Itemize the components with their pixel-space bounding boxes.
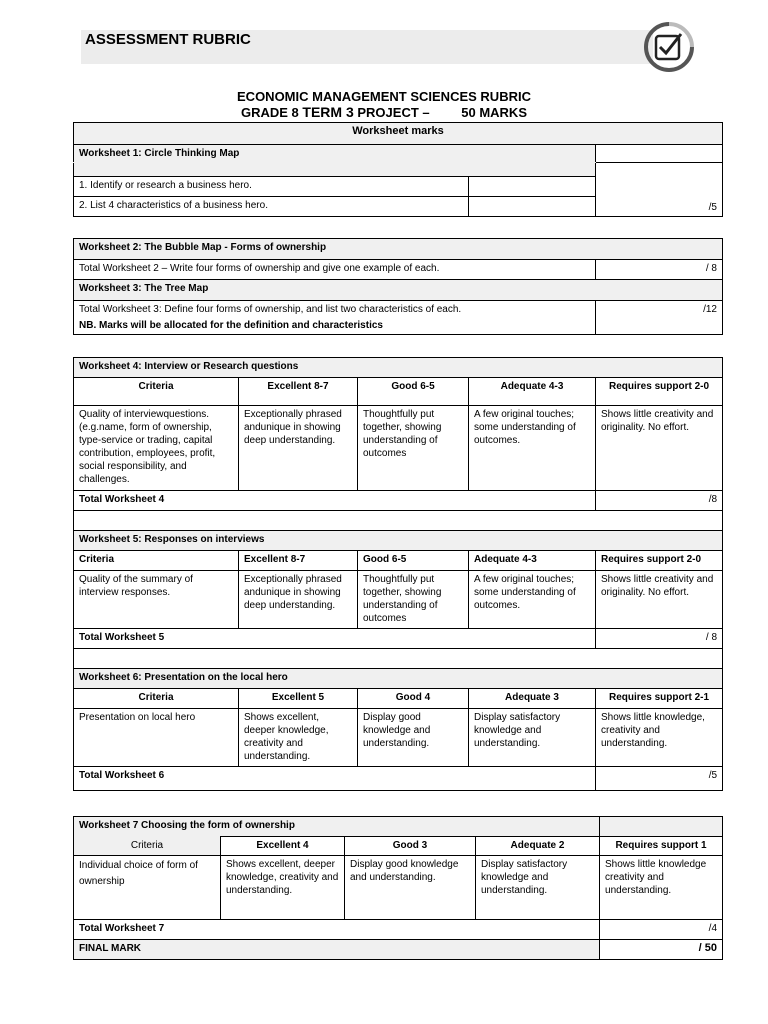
excellent-header: Excellent 8-7 bbox=[239, 378, 358, 406]
adequate-header: Adequate 4-3 bbox=[469, 378, 596, 406]
excellent-cell: Shows excellent, deeper knowledge, creativity and understanding. bbox=[239, 709, 358, 767]
adequate-cell: A few original touches; some understanding of outcomes. bbox=[469, 406, 596, 491]
worksheet-4-total: Total Worksheet 4 bbox=[74, 491, 596, 511]
criteria-header: Criteria bbox=[74, 689, 239, 709]
grade-label: GRADE 8 bbox=[240, 105, 299, 120]
worksheet-3-total: Total Worksheet 3: Define four forms of ownership, and list two characteristics of each. bbox=[79, 304, 462, 315]
adequate-header: Adequate 2 bbox=[476, 837, 600, 856]
rubric-title: ECONOMIC MANAGEMENT SCIENCES RUBRIC bbox=[237, 89, 531, 104]
worksheet-3-mark: /12 bbox=[596, 301, 723, 335]
adequate-header: Adequate 3 bbox=[469, 689, 596, 709]
criteria-header: Criteria bbox=[74, 837, 221, 856]
worksheet-4-5-table bbox=[73, 357, 723, 791]
worksheet-6-title: Worksheet 6: Presentation on the local hero bbox=[74, 669, 723, 689]
worksheet-6-mark: /5 bbox=[596, 767, 723, 791]
worksheet-2-mark: / 8 bbox=[596, 260, 723, 280]
good-cell: Display good knowledge and understanding. bbox=[358, 709, 469, 767]
worksheet-5-title: Worksheet 5: Responses on interviews bbox=[74, 531, 723, 551]
worksheet-2-3-table bbox=[73, 238, 723, 335]
criteria-cell: Presentation on local hero bbox=[74, 709, 239, 767]
worksheet-4-title: Worksheet 4: Interview or Research questions bbox=[74, 358, 723, 378]
criteria-cell: Individual choice of form of ownership bbox=[74, 856, 221, 920]
rubric-subtitle bbox=[0, 104, 768, 120]
worksheet-7-mark: /4 bbox=[600, 920, 723, 940]
final-mark-label: FINAL MARK bbox=[74, 940, 600, 960]
criteria-cell: Quality of interviewquestions. (e.g.name, form of ownership, type-service or trading, capital contribution, employees, profit, social responsibility, and challenges. bbox=[74, 406, 239, 491]
requires-support-header: Requires support 2-1 bbox=[596, 689, 723, 709]
worksheet-1-item: 2. List 4 characteristics of a business hero. bbox=[74, 197, 469, 217]
worksheet-1-item: 1. Identify or research a business hero. bbox=[74, 177, 469, 197]
excellent-cell: Exceptionally phrased andunique in showing deep understanding. bbox=[239, 406, 358, 491]
worksheet-3-title: Worksheet 3: The Tree Map bbox=[74, 280, 723, 301]
good-cell: Thoughtfully put together, showing understanding of outcomes bbox=[358, 571, 469, 629]
requires-support-cell: Shows little knowledge creativity and understanding. bbox=[600, 856, 723, 920]
adequate-header: Adequate 4-3 bbox=[469, 551, 596, 571]
worksheet-1-table bbox=[73, 122, 723, 217]
good-header: Good 3 bbox=[345, 837, 476, 856]
excellent-header: Excellent 4 bbox=[221, 837, 345, 856]
project-label: PROJECT – bbox=[357, 105, 430, 120]
worksheet-4-mark: /8 bbox=[596, 491, 723, 511]
worksheet-7-title: Worksheet 7 Choosing the form of ownership bbox=[74, 817, 600, 837]
page-title: ASSESSMENT RUBRIC bbox=[85, 31, 251, 48]
final-mark-value: / 50 bbox=[600, 940, 723, 960]
criteria-header: Criteria bbox=[74, 378, 239, 406]
excellent-cell: Shows excellent, deeper knowledge, creativity and understanding. bbox=[221, 856, 345, 920]
worksheet-3-note: NB. Marks will be allocated for the definition and characteristics bbox=[79, 320, 383, 331]
marks-label: 50 MARKS bbox=[461, 105, 527, 120]
adequate-cell: Display satisfactory knowledge and understanding. bbox=[476, 856, 600, 920]
excellent-cell: Exceptionally phrased andunique in showing deep understanding. bbox=[239, 571, 358, 629]
requires-support-cell: Shows little creativity and originality. No effort. bbox=[596, 571, 723, 629]
adequate-cell: A few original touches; some understanding of outcomes. bbox=[469, 571, 596, 629]
criteria-cell: Quality of the summary of interview responses. bbox=[74, 571, 239, 629]
requires-support-header: Requires support 1 bbox=[600, 837, 723, 856]
worksheet-5-total: Total Worksheet 5 bbox=[74, 629, 596, 649]
excellent-header: Excellent 5 bbox=[239, 689, 358, 709]
requires-support-header: Requires support 2-0 bbox=[596, 378, 723, 406]
good-cell: Thoughtfully put together, showing understanding of outcomes bbox=[358, 406, 469, 491]
requires-support-header: Requires support 2-0 bbox=[596, 551, 723, 571]
good-header: Good 6-5 bbox=[358, 551, 469, 571]
adequate-cell: Display satisfactory knowledge and understanding. bbox=[469, 709, 596, 767]
good-header: Good 4 bbox=[358, 689, 469, 709]
worksheet-6-total: Total Worksheet 6 bbox=[74, 767, 596, 791]
requires-support-cell: Shows little knowledge, creativity and understanding. bbox=[596, 709, 723, 767]
worksheet-1-title: Worksheet 1: Circle Thinking Map bbox=[74, 145, 596, 163]
term-label: TERM 3 bbox=[302, 104, 354, 120]
worksheet-2-title: Worksheet 2: The Bubble Map - Forms of ownership bbox=[74, 239, 723, 260]
criteria-header: Criteria bbox=[74, 551, 239, 571]
good-cell: Display good knowledge and understanding. bbox=[345, 856, 476, 920]
excellent-header: Excellent 8-7 bbox=[239, 551, 358, 571]
checkbox-icon bbox=[644, 22, 694, 72]
worksheet-marks-caption: Worksheet marks bbox=[74, 123, 723, 145]
worksheet-7-total: Total Worksheet 7 bbox=[74, 920, 600, 940]
worksheet-5-mark: / 8 bbox=[596, 629, 723, 649]
worksheet-7-table bbox=[73, 816, 723, 960]
good-header: Good 6-5 bbox=[358, 378, 469, 406]
worksheet-1-mark: /5 bbox=[596, 163, 723, 217]
requires-support-cell: Shows little creativity and originality. No effort. bbox=[596, 406, 723, 491]
worksheet-2-total: Total Worksheet 2 – Write four forms of ownership and give one example of each. bbox=[74, 260, 596, 280]
